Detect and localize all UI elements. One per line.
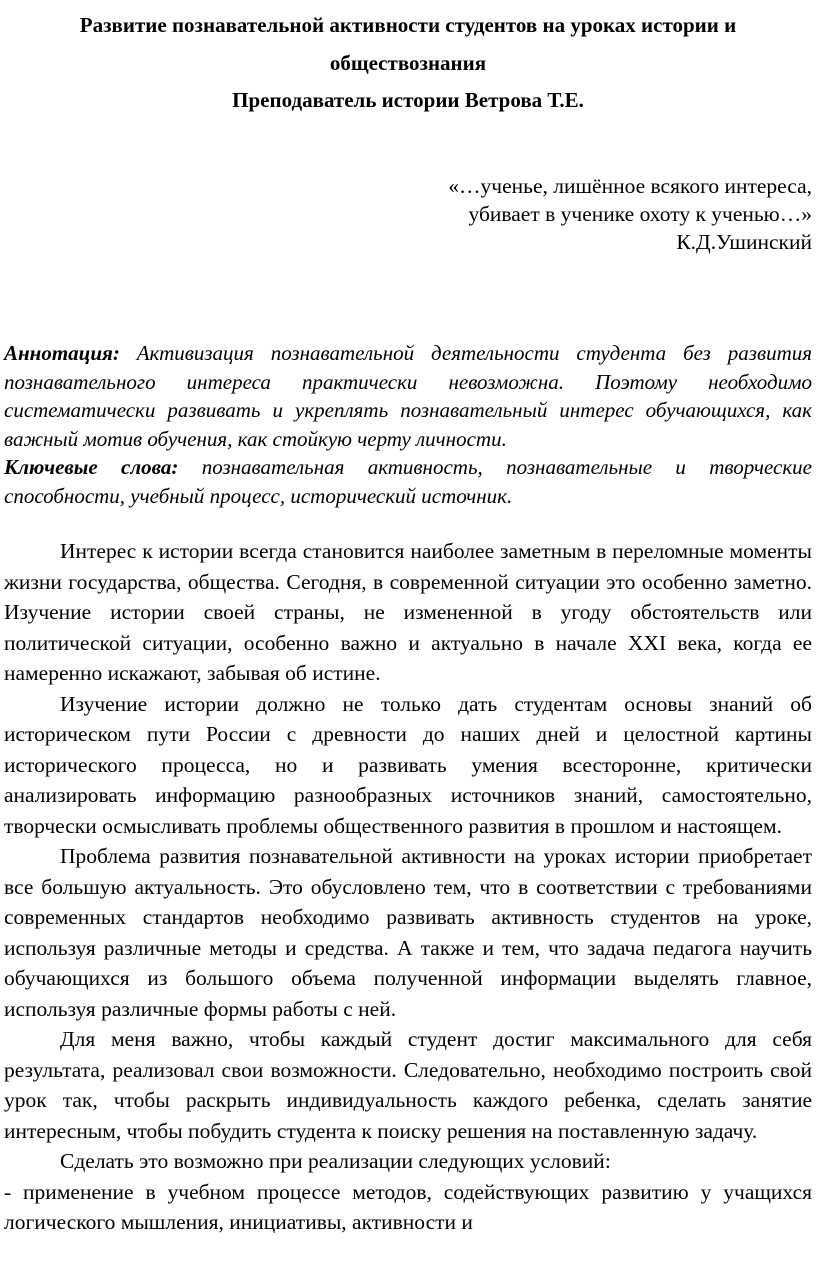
keywords-text: познавательная активность, познавательные и творческие способности, учебный процесс, исторический источник. <box>4 455 812 508</box>
list-item-1: - применение в учебном процессе методов, содействующих развитию у учащихся логического мышления, инициативы, активности и <box>4 1179 812 1234</box>
document-title: Развитие познавательной активности студентов на уроках истории и обществознания <box>79 13 737 75</box>
paragraph-5: Сделать это возможно при реализации следующих условий: <box>60 1149 611 1173</box>
epigraph-line-1: «…ученье, лишённое всякого интереса, <box>448 174 812 198</box>
annotation-label: Аннотация: <box>4 341 120 365</box>
keywords-label: Ключевые слова: <box>4 455 179 480</box>
paragraph-3: Проблема развития познавательной активности на уроках истории приобретает все большую актуальность. Это обусловлено тем, что в соответствии с требованиями современных стандартов необходимо развивать активность студентов на уроке, используя различные методы и средства. А также и тем, что задача педагога научить обучающихся из большого объема полученной информации выделять главное, используя различные формы работы с ней. <box>4 844 812 1021</box>
teacher-name: Преподаватель истории Ветрова Т.Е. <box>232 88 584 112</box>
body-text <box>4 536 812 1238</box>
paragraph-1: Интерес к истории всегда становится наиболее заметным в переломные моменты жизни государства, общества. Сегодня, в современной ситуации это особенно заметно. Изучение истории своей страны, не измененной в угоду обстоятельств или политической ситуации, особенно важно и актуально в начале XXI века, когда ее намеренно искажают, забывая об истине. <box>4 539 812 685</box>
annotation-text: Активизация познавательной деятельности студента без развития познавательного интереса практически невозможна. Поэтому необходимо систематически развивать и укреплять познавательный интерес обучающихся, как важный мотив обучения, как стойкую черту личности. <box>4 341 812 451</box>
epigraph <box>448 172 812 256</box>
epigraph-line-2: убивает в ученике охоту к ученью…» <box>468 202 812 226</box>
epigraph-author: К.Д.Ушинский <box>676 230 812 254</box>
annotation-block <box>4 339 812 511</box>
paragraph-4: Для меня важно, чтобы каждый студент достиг максимального для себя результата, реализовал свои возможности. Следовательно, необходимо построить свой урок так, чтобы раскрыть индивидуальность каждого ребенка, сделать занятие интересным, чтобы побудить студента к поиску решения на поставленную задачу. <box>4 1027 812 1143</box>
paragraph-2: Изучение истории должно не только дать студентам основы знаний об историческом пути России с древности до наших дней и целостной картины исторического процесса, но и развивать умения всесторонне, критически анализировать информацию разнообразных источников знаний, самостоятельно, творчески осмысливать проблемы общественного развития в прошлом и настоящем. <box>4 691 812 838</box>
